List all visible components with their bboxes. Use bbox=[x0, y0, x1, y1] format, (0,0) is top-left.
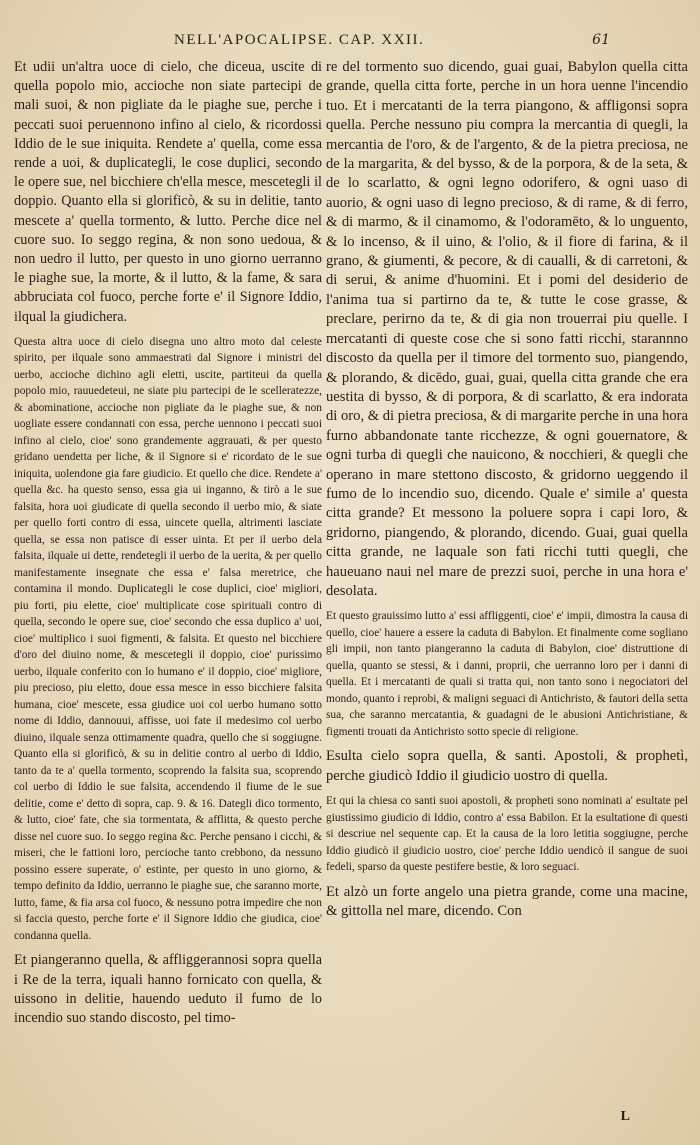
page-header bbox=[150, 32, 610, 54]
scripture-paragraph: Et udii un'altra uoce di cielo, che diceua, uscite di quella popolo mio, accioche non siate partecipi de mali suoi, & non pigliate da le piaghe sue, perche i peccati suoi peruennono infino al cielo, & ricordossi Iddio de le sue iniquita. Rendete a' quella, come essa rende a uoi, & duplicategli, le cose duplici, secondo le opere sue, nel bicchiere ch'ella mesce, mescetegli il doppio. Quanto ella si glorificò, & su in delitie, tanto mescete a' quella tormento, & lutto. Perche dice nel cuore suo. Io seggo regina, & non sono uedoua, & non uedro il lutto, per questo in uno giorno uerranno le piaghe sue, la morte, & il lutto, & la fame, & sara abbruciata col fuoco, perche forte e' il Signore Iddio, ilqual la giudichera. bbox=[14, 59, 322, 325]
scripture-paragraph: Esulta cielo sopra quella, & santi. Apostoli, & prophetì, perche giudicò Iddio il giudicio uostro di quella. bbox=[326, 748, 688, 784]
scripture-paragraph: Et alzò un forte angelo una pietra grande, come una macine, & gittolla nel mare, dicendo. Con bbox=[326, 883, 688, 920]
right-column bbox=[326, 58, 688, 929]
scripture-paragraph: re del tormento suo dicendo, guai guai, Babylon quella citta grande, quella citta forte, perche in un hora uenne l'incendio tuo. Et i mercatanti de la terra piangono, & affligonsi sopra quella. Perche nessuno piu compra la mercantia di quegli, la mercantia de l'oro, & de l'argento, & de la pietra preciosa, ne de la margarita, & del bysso, & de la porpora, & de la seta, & de lo scarlatto, & ogni legno odorifero, & ogni uaso di auorio, & ogni uaso di legno precioso, & di rame, & di ferro, & di marmo, & il cinamomo, & l'odoramēto, & lo unguento, & lo incenso, & il uino, & l'olio, & il fiore di farina, & il grano, & giumenti, & pecore, & di caualli, & di carretoni, & di serui, & anime d'huomini. Et i pomi del desiderio de l'anima tua si partirno da te, & tutte le cose grasse, & preclare, perirno da te, & di gia non trouerrai piu quelle. I mercatanti di queste cose che si sono fatti ricchi, starannno discosto da quella per il timore del tormento suo, piangendo, & plorando, & dicēdo, guai, guai, quella citta grande che era uestita di bysso, & di porpora, & di scarlatto, & era indorata di oro, & di pietra preciosa, & di margarite perche in una hora furno abbandonate tante ricchezze, & ogni gouernatore, & ogni turba di quegli che nauicono, & nocchieri, & quegli che operano in mare stettono discosto, & gridorno ueggendo il fumo de lo incendio suo, dicendo. Quale e' simile a' questa citta grande? Et messono la poluere sopra i capi loro, & gridorno, piangendo, & plorando, dicendo. Guai, guai quella citta grande, ne laquale son fati ricchi tutti quegli, che haueuano naui nel mare de prezzi suoi, perche in una hora e' desolata. bbox=[326, 59, 689, 599]
commentary-paragraph: Et questo grauissimo lutto a' essi affliggenti, cioe' e' impii, dimostra la causa di quello, cioe' hauere a essere la caduta di Babylon. Et finalmente come sogliano gli impii, non tanto piangeranno la caduta di Babylon, cioe' distruttione di quella, quanto se stessi, & i danni, proprii, che uerranno loro per i danni di quella. Et i mercatanti de quali si tratta qui, non tanto sono i negociatori del mondo, quanto i reprobi, & maligni seguaci di Antichristo, & fautori della setta sua, che saranno mercatantia, & guadagni de le abusioni Antichristiane, & figmenti trouati da Antichristo sotto specie di religione. bbox=[326, 610, 688, 738]
folio-number: 61 bbox=[592, 32, 610, 48]
running-title: NELL'APOCALIPSE. CAP. XXII. bbox=[174, 32, 425, 48]
scripture-paragraph: Et piangeranno quella, & affliggerannosi sopra quella i Re de la terra, iquali hanno fornicato con quella, & uissono in delitie, hauendo ueduto il fumo de lo incendio suo stando discosto, pel timo- bbox=[14, 952, 322, 1026]
left-column bbox=[14, 58, 322, 1035]
catchword: L bbox=[620, 1109, 630, 1124]
commentary-paragraph: Et qui la chiesa co santi suoi apostoli, & propheti sono nominati a' esultate pel giustissimo giudicio di Iddio, contro a' essa Babilon. Et la esultatione di questi si descriue nel sequente cap. Et la causa de la loro letitia soggiugne, perche Iddio giudicò il giudicio uostro, cioe' perche Iddio uendicò il sangue de suoi fedeli, sparso da queste pestifere bestie, & loro seguaci. bbox=[326, 795, 688, 874]
commentary-paragraph: Questa altra uoce di cielo disegna uno altro moto dal celeste spirito, per ilquale sono ammaestrati dal Signore i ministri del uerbo, accioche dichino agli eletti, uscite, partiteui da quella popolo mio, rauuedeteui, ne siate piu partecipi de le scelleratezze, & abominatione, accioche non pigliate da le piaghe sue, & non uogliate essere condannati con essa, perche uennono i peccati suoi infino al cielo, cioe' sono grandemente aggrauati, & per questo gridano uendetta per liche, & il Signore si e' ricordato de le sue iniquita, uolendone gia fare giudicio. Et quello che dice. Rendete a' quella &c. ha questo senso, essa gia ui inganno, & tirò a le sue falsita, hora uoi giudicate di quella secondo il uerbo mio, & siate per quello forti contro di essa, uincete quella, altrimenti lasciate quella, se essa non patisce di esser uinta. Et per il uerbo dela falsita, ilquale ui dette, rendetegli il uerbo de la uerita, & per quello manifestamente insegnate che essa e' falsa meretrice, che contamina il mondo. Duplicategli le cose duplici, cioe' migliori, piu forti, piu elette, cioe' multiplicate cose spirituali contro di quella, secondo le opere sue, cioe' secondo che essa duplico a' uoi, cioe' multiplico i suoi figmenti, & falsita. Et questo nel bicchiere d'oro del diuino nome, & mescetegli il doppio, cioe' purissimo uerbo, ilquale conferito con lo humano e' il doppio, cioe' migliore, piu precioso, piu eletto, doue essa mesce in esso bicchiere falsita humana, cioe' mescete, essa giudice uoi col uerbo humano sotto nome di Iddio, dannouui, affisse, uoi fate il medesimo col uerbo diuino, ilquale senza ottimamente quadra, quello che si soggiugne. Quanto ella si glorificò, & su in delitie contro al uerbo di Iddio, tanto da te a' quella tormento, scoprendo la falsita sua, scoprendo col uerbo di Iddio le sue falsita, accendendo il fiume de le sue delitie, come e' detto di sopra, cap. 9. & 16. Dategli dico tormento, & lutto, cioe' fate, che sia tormentata, & afflitta, & questo perche disse nel cuore suo. Io seggo regina &c. Perche pensano i cicchi, & miseri, che le fattioni loro, percioche tanto crebbono, da nessuno possino essere superate, o' estinte, per questo in uno giorno, & tempo definito da Iddio, uerranno le piaghe sue, che saranno morte, lutto, fame, & fia arsa col fuoco, & nessuno potra impedire che non si faccia questo, perche forte e' il Signore Iddio che giudica, cioe' condanna quella. bbox=[14, 335, 322, 942]
